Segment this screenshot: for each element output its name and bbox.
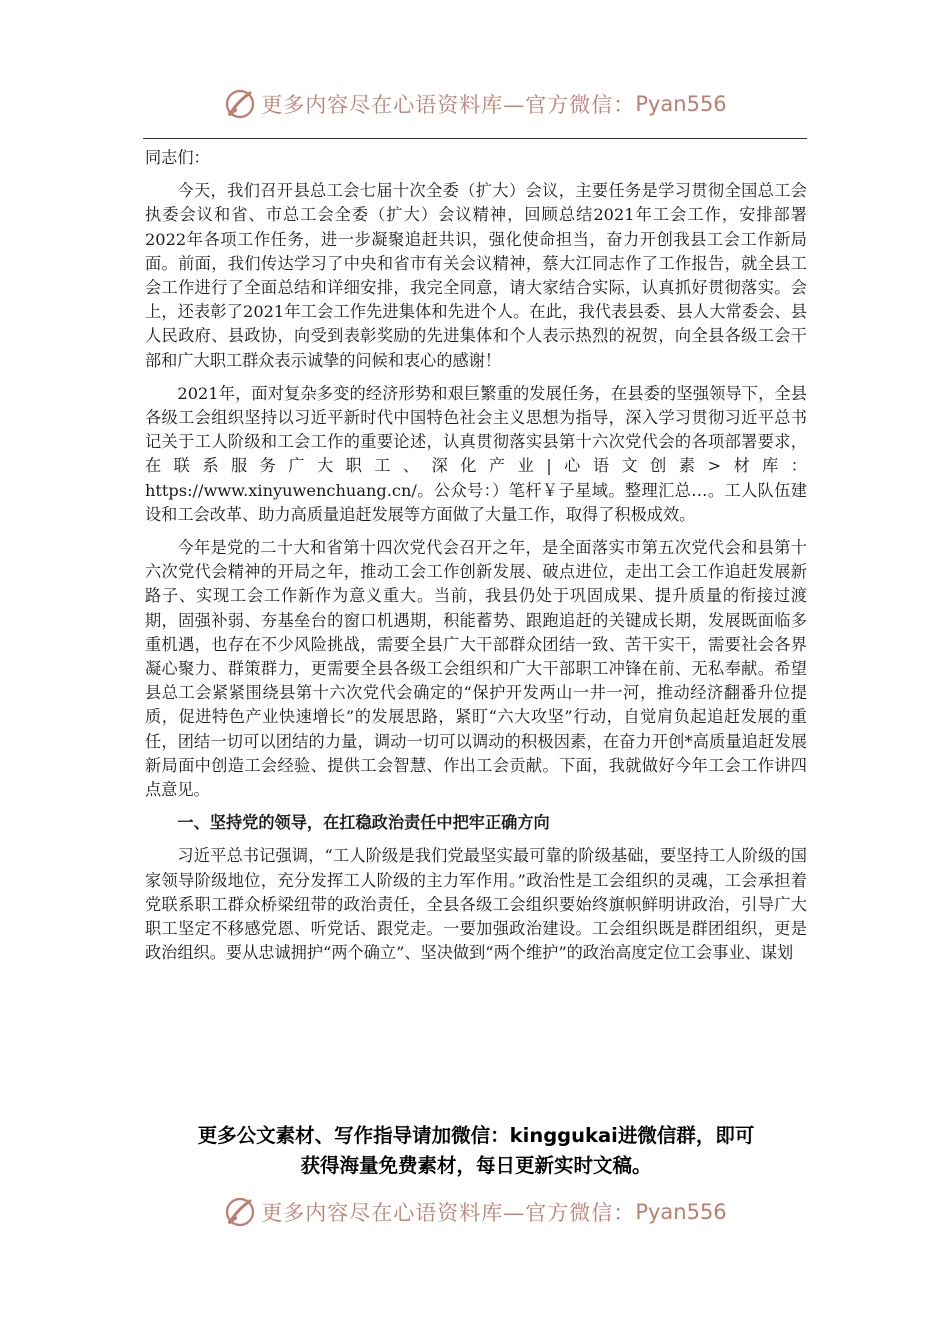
footer-watermark	[0, 1192, 950, 1232]
promo-line-2: 获得海量免费素材，每日更新实时文稿。	[300, 1154, 652, 1177]
footer-brand-text: 更多内容尽在心语资料库—官方微信：	[261, 1201, 636, 1225]
brush-logo-icon	[223, 1195, 257, 1229]
footer-brand-id: Pyan556	[635, 1200, 727, 1224]
section-heading-1: 一、坚持党的领导，在扛稳政治责任中把牢正确方向	[177, 813, 550, 833]
header-watermark	[0, 84, 950, 124]
paragraph-2: 2021年，面对复杂多变的经济形势和艰巨繁重的发展任务，在县委的坚强领导下，全县各级工会组织坚持以习近平新时代中国特色社会主义思想为指导，深入学习贯彻习近平总书记关于工人阶级和工会工作的重要论述，认真贯彻落实县第十六次党代会的各项部署要求，在联系服务广大职工、深化产业|心语文创素>材库：https://www.xinyuwenchuang.cn/。公众号：）笔杆￥子星域。整理汇总…。工人队伍建设和工会改革、助力高质量追赶发展等方面做了大量工作，取得了积极成效。	[145, 383, 807, 524]
salutation: 同志们：	[145, 148, 210, 167]
paragraph-1: 今天，我们召开县总工会七届十次全委（扩大）会议，主要任务是学习贯彻全国总工会执委会议和省、市总工会全委（扩大）会议精神，回顾总结2021年工会工作，安排部署2022年各项工作任务，进一步凝聚追赶共识，强化使命担当，奋力开创我县工会工作新局面。前面，我们传达学习了中央和省市有关会议精神，蔡大江同志作了工作报告，就全县工会工作进行了全面总结和详细安排，我完全同意，请大家结合实际，认真抓好贯彻落实。会上，还表彰了2021年工会工作先进集体和先进个人。在此，我代表县委、县人大常委会、县人民政府、县政协，向受到表彰奖励的先进集体和个人表示热烈的祝贺，向全县各级工会干部和广大职工群众表示诚挚的问候和衷心的感谢！	[145, 181, 807, 370]
header-brand-text: 更多内容尽在心语资料库—官方微信：	[261, 93, 636, 117]
paragraph-3: 今年是党的二十大和省第十四次党代会召开之年，是全面落实市第五次党代会和县第十六次党代会精神的开局之年，推动工会工作创新发展、破点进位，走出工会工作追赶发展新路子、实现工会工作新作为意义重大。当前，我县仍处于巩固成果、提升质量的衔接过渡期，固强补弱、夯基垒台的窗口机遇期，积能蓄势、跟跑追赶的关键成长期，发展既面临多重机遇，也存在不少风险挑战，需要全县广大干部群众团结一致、苦干实干，需要社会各界凝心聚力、群策群力，更需要全县各级工会组织和广大干部职工冲锋在前、无私奉献。希望县总工会紧紧围绕县第十六次党代会确定的“保护开发两山一井一河，推动经济翻番升位提质，促进特色产业快速增长”的发展思路，紧盯“六大攻坚”行动，自觉肩负起追赶发展的重任，团结一切可以团结的力量，调动一切可以调动的积极因素，在奋力开创*高质量追赶发展新局面中创造工会经验、提供工会智慧、作出工会贡献。下面，我就做好今年工会工作讲四点意见。	[145, 538, 807, 800]
promo-banner	[145, 1121, 807, 1181]
brush-logo-icon	[223, 87, 257, 121]
promo-line-1: 更多公文素材、写作指导请加微信：kinggukai进微信群，即可	[197, 1124, 755, 1147]
header-divider	[143, 138, 807, 139]
document-body	[145, 146, 807, 966]
paragraph-4: 习近平总书记强调，“工人阶级是我们党最坚实最可靠的阶级基础，要坚持工人阶级的国家领导阶级地位，充分发挥工人阶级的主力军作用。”政治性是工会组织的灵魂，工会承担着党联系职工群众桥梁纽带的政治责任，全县各级工会组织要始终旗帜鲜明讲政治，引导广大职工坚定不移感党恩、听党话、跟党走。一要加强政治建设。工会组织既是群团组织，更是政治组织。要从忠诚拥护“两个确立”、坚决做到“两个维护”的政治高度定位工会事业、谋划	[145, 846, 807, 963]
header-brand-id: Pyan556	[635, 92, 727, 116]
